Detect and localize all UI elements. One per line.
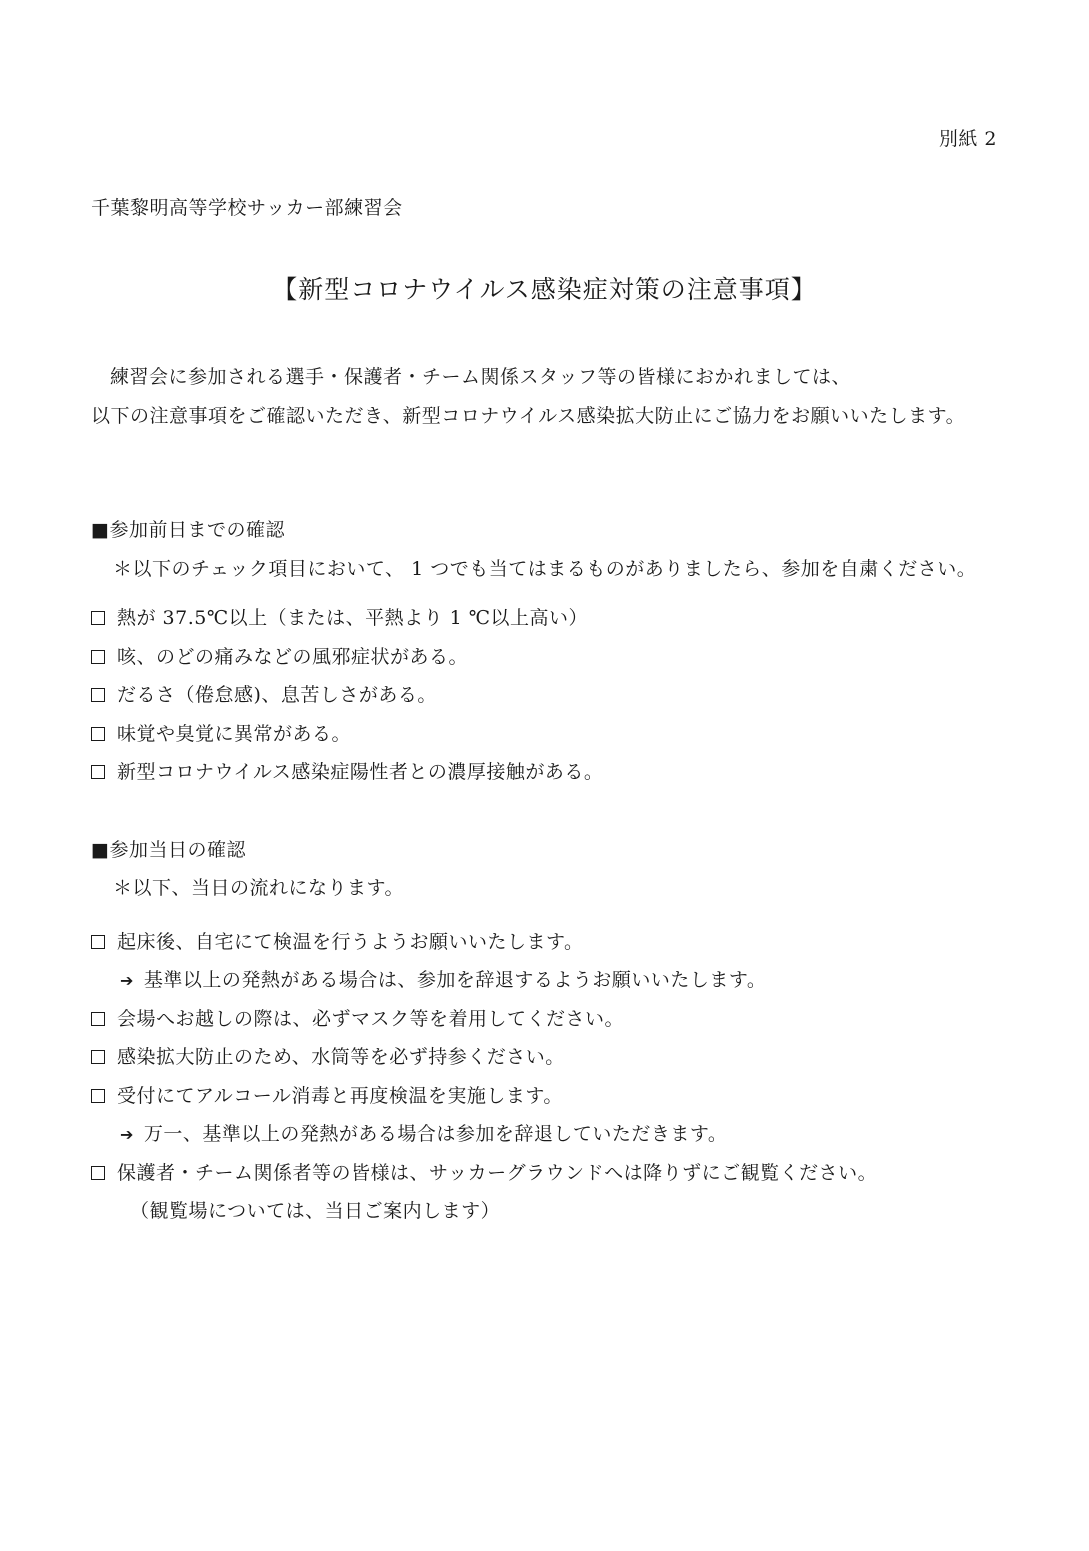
appendix-label: 別紙 2 xyxy=(938,128,997,150)
checkbox-icon[interactable] xyxy=(91,1089,105,1103)
section-note-before: ＊以下のチェック項目において、 1 つでも当てはまるものがありましたら、参加を自粛ください。 xyxy=(113,558,977,580)
checkbox-icon[interactable] xyxy=(91,1050,105,1064)
checklist-item-text: 咳、のどの痛みなどの風邪症状がある。 xyxy=(117,646,469,668)
checklist-subnote-text: 万一、基準以上の発熱がある場合は参加を辞退していただきます。 xyxy=(143,1123,728,1145)
section-heading-before: ■参加前日までの確認 xyxy=(91,519,285,541)
checkbox-icon[interactable] xyxy=(91,611,105,625)
checklist-item xyxy=(91,1045,565,1069)
checklist-item xyxy=(91,1007,624,1031)
arrow-right-icon: ➔ xyxy=(120,971,134,990)
checkbox-icon[interactable] xyxy=(91,727,105,741)
checklist-paren-note: （観覧場については、当日ご案内します） xyxy=(130,1200,501,1222)
checklist-item-text: 受付にてアルコール消毒と再度検温を実施します。 xyxy=(117,1085,563,1107)
checklist-item xyxy=(91,606,588,630)
checklist-subnote xyxy=(120,968,766,993)
section-heading-day: ■参加当日の確認 xyxy=(91,839,246,861)
checklist-subnote xyxy=(120,1122,727,1147)
intro-line-2: 以下の注意事項をご確認いただき、新型コロナウイルス感染拡大防止にご協力をお願いいたします。 xyxy=(91,405,966,427)
checklist-item xyxy=(91,683,437,707)
checklist-item-text: 起床後、自宅にて検温を行うようお願いいたします。 xyxy=(117,931,584,953)
checkbox-icon[interactable] xyxy=(91,1166,105,1180)
checklist-item-text: 新型コロナウイルス感染症陽性者との濃厚接触がある。 xyxy=(117,761,604,783)
organization-name: 千葉黎明高等学校サッカー部練習会 xyxy=(91,197,403,219)
checklist-item-text: 保護者・チーム関係者等の皆様は、サッカーグラウンドへは降りずにご観覧ください。 xyxy=(117,1162,878,1184)
page-title: 【新型コロナウイルス感染症対策の注意事項】 xyxy=(272,275,817,304)
checklist-item xyxy=(91,1161,877,1185)
checkbox-icon[interactable] xyxy=(91,935,105,949)
checklist-item-text: 熱が 37.5℃以上（または、平熱より 1 ℃以上高い） xyxy=(117,607,589,629)
checkbox-icon[interactable] xyxy=(91,688,105,702)
checklist-item xyxy=(91,1084,563,1108)
arrow-right-icon: ➔ xyxy=(120,1125,134,1144)
checklist-item-text: 会場へお越しの際は、必ずマスク等を着用してください。 xyxy=(117,1008,625,1030)
checklist-item-text: 感染拡大防止のため、水筒等を必ず持参ください。 xyxy=(117,1046,565,1068)
checkbox-icon[interactable] xyxy=(91,765,105,779)
intro-line-1: 練習会に参加される選手・保護者・チーム関係スタッフ等の皆様におかれましては、 xyxy=(110,366,852,388)
checkbox-icon[interactable] xyxy=(91,650,105,664)
checklist-subnote-text: 基準以上の発熱がある場合は、参加を辞退するようお願いいたします。 xyxy=(143,969,767,991)
checklist-item xyxy=(91,760,603,784)
checklist-item xyxy=(91,722,351,746)
checklist-item-text: 味覚や臭覚に異常がある。 xyxy=(117,723,352,745)
section-note-day: ＊以下、当日の流れになります。 xyxy=(113,877,404,899)
checklist-item xyxy=(91,930,583,954)
checkbox-icon[interactable] xyxy=(91,1012,105,1026)
checklist-item-text: だるさ（倦怠感)、息苦しさがある。 xyxy=(117,684,437,706)
checklist-item xyxy=(91,645,468,669)
